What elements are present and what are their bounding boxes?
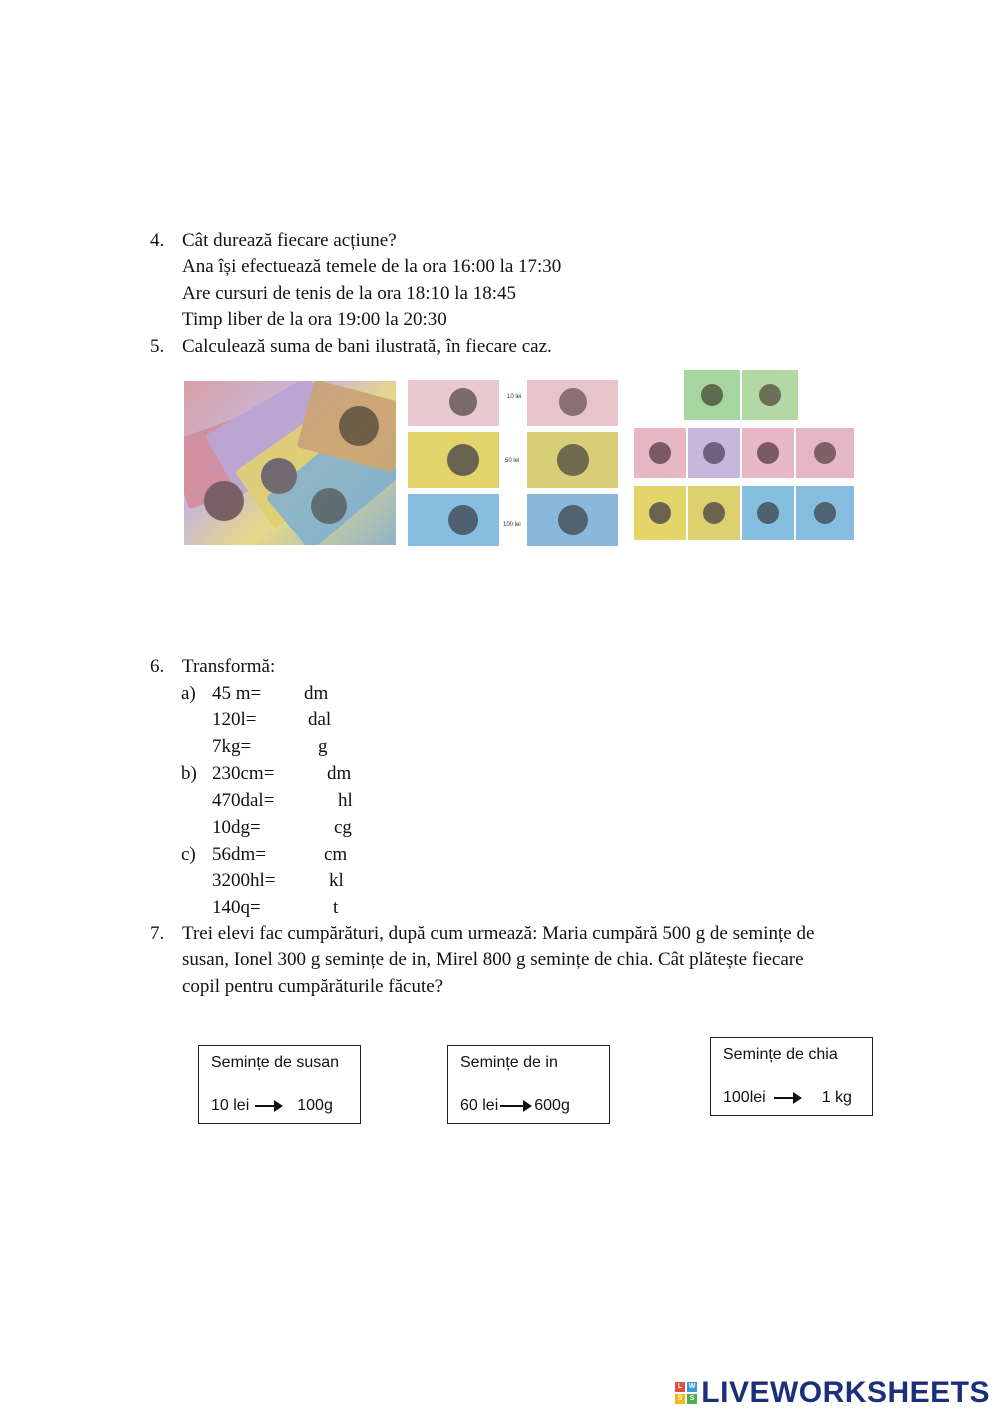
price-box-chia-title: Semințe de chia — [723, 1046, 838, 1063]
q6-b1-left: 230cm= — [212, 763, 275, 784]
q4-question: Cât durează fiecare acțiune? — [182, 230, 397, 251]
q7-line-1: Trei elevi fac cumpărături, după cum urmează: Maria cumpără 500 g de semințe de — [182, 923, 815, 944]
arrow-right-icon — [500, 1105, 530, 1107]
q6-a1-unit: dm — [304, 683, 329, 704]
q6-a3-unit: g — [318, 736, 328, 757]
price-box-susan-price: 10 lei — [211, 1097, 250, 1114]
q6-question: Transformă: — [182, 656, 276, 677]
q6-c3-left: 140q= — [212, 897, 261, 918]
price-box-in-price: 60 lei — [460, 1097, 499, 1114]
q6-b3-left: 10dg= — [212, 817, 261, 838]
price-box-susan-qty: 100g — [297, 1097, 333, 1114]
price-box-susan-row — [211, 1097, 333, 1115]
q7-line-3: copil pentru cumpărăturile făcute? — [182, 976, 444, 997]
q6-b2-unit: hl — [338, 790, 353, 811]
q6-a2-left: 120l= — [212, 709, 257, 730]
q6-a2-unit: dal — [308, 709, 332, 730]
liveworksheets-logo-icon: L W S S — [675, 1382, 697, 1404]
price-box-chia-price: 100lei — [723, 1089, 766, 1106]
banknotes-grid-photo — [408, 380, 620, 546]
price-box-susan — [198, 1045, 361, 1124]
photo-label-100-lei: 100 lei — [503, 522, 521, 528]
q6-c1-unit: cm — [324, 844, 348, 865]
photo-label-10-lei: 10 lei — [507, 394, 522, 400]
liveworksheets-logo — [675, 1376, 990, 1410]
price-box-chia — [710, 1037, 873, 1116]
q6-group-c-label: c) — [181, 844, 196, 865]
q6-c3-unit: t — [333, 897, 339, 918]
q4-number: 4. — [150, 230, 165, 251]
q4-line-3: Timp liber de la ora 19:00 la 20:30 — [182, 309, 447, 330]
price-box-in — [447, 1045, 610, 1124]
arrow-right-icon — [774, 1097, 800, 1099]
q7-number: 7. — [150, 923, 165, 944]
price-box-chia-row — [723, 1089, 852, 1107]
q6-b1-unit: dm — [327, 763, 352, 784]
q7-line-2: susan, Ionel 300 g semințe de in, Mirel 800 g semințe de chia. Cât plătește fiecare — [182, 949, 804, 970]
price-box-susan-title: Semințe de susan — [211, 1054, 340, 1071]
liveworksheets-logo-text: LIVEWORKSHEETS — [701, 1376, 990, 1409]
q6-b2-left: 470dal= — [212, 790, 275, 811]
q5-number: 5. — [150, 336, 165, 357]
price-box-in-title: Semințe de in — [460, 1054, 558, 1071]
arrow-right-icon — [255, 1105, 281, 1107]
q6-a1-left: 45 m= — [212, 683, 262, 704]
q6-c2-left: 3200hl= — [212, 870, 276, 891]
q6-group-b-label: b) — [181, 763, 197, 784]
price-box-in-qty: 600g — [534, 1097, 570, 1114]
q5-question: Calculează suma de bani ilustrată, în fiecare caz. — [182, 336, 552, 357]
q6-group-a-label: a) — [181, 683, 196, 704]
q6-c1-left: 56dm= — [212, 844, 266, 865]
q4-line-1: Ana își efectuează temele de la ora 16:00 la 17:30 — [182, 256, 562, 277]
q6-a3-left: 7kg= — [212, 736, 252, 757]
q6-b3-unit: cg — [334, 817, 352, 838]
q4-line-2: Are cursuri de tenis de la ora 18:10 la 18:45 — [182, 283, 516, 304]
price-box-chia-qty: 1 kg — [821, 1089, 852, 1106]
q6-number: 6. — [150, 656, 165, 677]
price-box-in-row — [460, 1097, 570, 1115]
banknotes-fan-photo — [184, 381, 396, 545]
banknotes-arrangement-photo — [632, 368, 858, 544]
photo-label-50-lei: 50 lei — [505, 458, 520, 464]
q6-c2-unit: kl — [329, 870, 344, 891]
